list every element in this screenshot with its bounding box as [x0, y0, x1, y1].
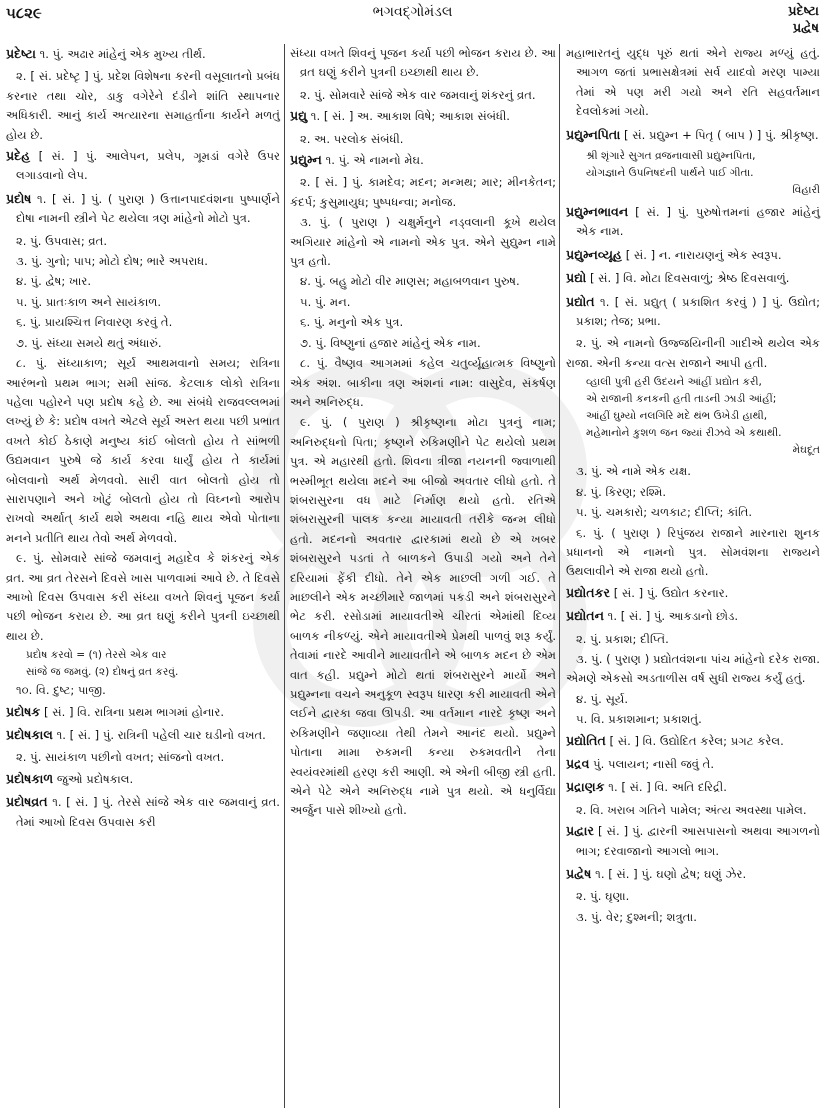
quotation-line: યોગજ્ઞાને ઉપનિષદની પાર્થને પાઈ ગીતા.	[586, 167, 754, 180]
sense-line: ૨. પું. સાયંકાળ પછીનો વખત; સાંજનો વખત.	[16, 750, 225, 765]
sense-line: ૬. પું. પ્રાયશ્ચિત્ત નિવારણ કરવું તે.	[16, 315, 173, 330]
quotation-line: વ્હાલી પુત્રી હરી ઉદયને આંહીં પ્રદ્યોત કરી,	[586, 376, 762, 389]
quotation-line: મહેમાનોને કુશળ જન જ્યાં રીઝવે એ કથાથી.	[586, 427, 782, 440]
sense-line: ૩. પું. ગુનો; પાપ; મોટો દોષ; ભારે અપરાધ.	[16, 254, 208, 269]
sense-line: ૪. પું. દ્વેષ; ખાર.	[16, 274, 92, 289]
sense-line: ૨. પું. ઉપવાસ; વ્રત.	[16, 233, 108, 248]
definition-text: [ સં. ] પું. પુરુષોત્તમનાં હજાર માંહેનું એક નામ.	[576, 205, 821, 239]
dictionary-entry	[6, 725, 280, 745]
headword: પ્રદોષવ્રત	[6, 794, 48, 810]
definition-text: ૧. [ સં. ] પું. ( પુરાણ ) ઉત્તાનપાદવંશના પુષ્પાર્ણને દોષા નામની સ્ત્રીને પેટ થયેલા ત્રણ માંહેનો મોટો પુત્ર.	[16, 191, 281, 226]
definition-text: ૧. [ સં. ] પું. તેરસે સાંજે એક વાર જમવાનું વ્રત. તેમાં આખો દિવસ ઉપવાસ કરી	[16, 795, 280, 829]
definition-text: ૧. પું. એ નામનો મેઘ.	[325, 153, 424, 168]
dictionary-entry	[6, 146, 280, 186]
dictionary-entry	[6, 44, 280, 64]
sense-line: ૮. પું. સંધ્યાકાળ; સૂર્ય આથમવાનો સમય; રાત્રિના આરંભનો પ્રથમ ભાગ; સમી સાંજ. કેટલાક લોકો રાત્રિના પહેલા પહોરને પણ પ્રદોષ કહે છે. આ સંબંધે રાજવલ્લભમાં લખ્યું છે કે: પ્રદોષ વખતે એટલે સૂર્ય અસ્ત થયા પછી પ્રભાત વખતે કોઈ ઠેકાણે મનુષ્ય કાંઈ બોલતો હોય તે સાંભળી ઉદ્યમવાન પુરુષે જે કાર્ય કરવા ધાર્યું હોય તે કાર્યમાં બોલવાનો અર્થ મેળવવો. સારી વાત બોલતો હોય તો સારાપણાને અને ખોટું બોલતો હોય તો વિઘ્નનો આરોપ રાખવો અર્થાત્ કાર્ય થશે અથવા નહિ થાય એવો પોતાના મનને પ્રતીતિ થાય તેવો અર્થ મેળવવો.	[6, 356, 280, 545]
headword: પ્રદ્વેષ	[566, 866, 592, 881]
sense-line: ૨. પું. સોમવારે સાંજે એક વાર જમવાનું શંકરનું વ્રત.	[300, 87, 536, 102]
sense-line: ૫. પું. મન.	[300, 294, 351, 309]
dictionary-entry	[566, 864, 820, 884]
definition-text: [ સં. ] પું. ઉદ્યોત કરનાર.	[613, 585, 729, 600]
definition-text: મહાભારતનું યુદ્ધ પૂરું થતાં એને રાજ્ય મળ્યું હતું. આગળ જતાં પ્રભાસક્ષેત્રમાં સર્વ યાદવો મરણ પામ્યા તેમાં એ પણ મરી ગયો અને રતિ સહવર્તમાન દેવલોકમાં ગયો.	[566, 46, 820, 119]
sense-line: ૨. પું. પ્રકાશ; દીપ્તિ.	[576, 631, 669, 646]
dictionary-entry	[6, 702, 280, 722]
definition-text: ૧. [ સં. ] અ. આકાશ વિષે; આકાશ સંબંધી.	[310, 109, 510, 124]
dictionary-entry	[566, 606, 820, 626]
sense-line: ૬. પું. મનુનો એક પુત્ર.	[300, 315, 404, 330]
headword: પ્રદ્યુમ્નભાવન	[566, 204, 629, 220]
definition-text: [ સં. ] વિ. ઉદ્યોદિત કરેલ; પ્રગટ કરેલ.	[609, 733, 784, 748]
dictionary-entry	[566, 583, 820, 603]
sense-line: ૧૦. વિ. દુષ્ટ; પાજી.	[16, 683, 106, 698]
sense-line: ૯. પું. સોમવારે સાંજે જમવાનું મહાદેવ કે શંકરનું એક વ્રત. આ વ્રત તેરસને દિવસે ખાસ પાળવામાં આવે છે. તે દિવસે આખો દિવસ ઉપવાસ કરી સંધ્યા વખતે શિવનું પૂજન કર્યા પછી ભોજન કરાય છે. આ વ્રત ઘણું કરીને પુત્રની ઇચ્છાથી થાય છે.	[6, 551, 280, 643]
page-number: ૫૮૨૯	[6, 4, 42, 22]
definition-text: [ સં. ] વિ. રાત્રિના પ્રથમ ભાગમાં હોનાર.	[43, 704, 225, 719]
sense-line: ૫. પું. પ્રાતઃકાળ અને સાયંકાળ.	[16, 294, 162, 309]
page-header	[0, 0, 825, 40]
sense-line: ૨. [ સં. પ્રદેષ્ટૃ ] પું. પ્રદેશ વિશેષના કરની વસૂલાતનો પ્રબંધ કરનાર તથા ચોર, ડાકુ વગેરેને દંડીને શાંતિ સ્થાપનાર અધિકારી. આનું કાર્ય અત્યારના સમાહર્તાના કાર્યને મળતું હોય છે.	[6, 69, 280, 142]
headword: પ્રદ્યુમ્ન	[290, 152, 322, 168]
sense-line: ૫. પું. ચમકારો; ચળકાટ; દીપ્તિ; કાંતિ.	[576, 505, 753, 520]
definition-text: ૧. [ સં. ] પું. રાત્રિની પહેલી ચાર ઘડીનો વખત.	[56, 728, 266, 742]
quotation-line: સાંજે જ જમવું. (૨) દોષનું વ્રત કરવું.	[26, 666, 179, 679]
definition-text: [ સં. ] પું. દ્વારની આસપાસનો અથવા આગળનો ભાગ; દરવાજાનો આગલો ભાગ.	[576, 824, 820, 858]
guide-word-last: પ્રદ્વેષ	[792, 21, 819, 36]
headword: પ્રદોષક	[6, 703, 41, 719]
sense-line: ૩. પું. એ નામે એક યક્ષ.	[576, 464, 691, 479]
column-divider	[284, 44, 285, 1108]
headword: પ્રદ્યોતિત	[566, 732, 606, 748]
column-1	[6, 44, 280, 835]
headword: પ્રદ્યોત	[566, 293, 595, 309]
dictionary-entry	[566, 44, 820, 122]
dictionary-entry	[290, 150, 556, 170]
definition-text: [ સં. પ્રદ્યુમ્ન + પિતૃ ( બાપ ) ] પું. શ્રીકૃષ્ણ.	[624, 127, 819, 142]
definition-text: જુઓ પ્રદોષકાલ.	[56, 771, 134, 786]
definition-text: ૧. [ સં. ] પું. ઘણો દ્વેષ; ઘણું ઝેર.	[595, 867, 747, 881]
quotation-line: એ રાજાની કનકની હતી તાડની ઝાડી આંહીં;	[586, 393, 777, 406]
dictionary-entry	[6, 189, 280, 229]
dictionary-entry	[566, 754, 820, 774]
headword: પ્રદ્યુ	[290, 108, 308, 124]
sense-line: ૬. પું. ( પુરાણ ) રિપુંજય રાજાને મારનારા શુનક પ્રધાનનો એ નામનો પુત્ર. સોમવંશના રાજ્યને ઉથલાવીને એ રાજા થયો હતો.	[566, 525, 820, 579]
column-3	[566, 44, 820, 928]
sense-line: ૭. પું. સંધ્યા સમયે થતું અંધારું.	[16, 335, 162, 350]
dictionary-entry	[566, 125, 820, 145]
sense-line: ૮. પું. વૈષ્ણવ આગમમાં કહેલ ચતુર્વ્યૂહાત્મક વિષ્ણુનો એક અંશ. બાકીના ત્રણ અંશનાં નામ: વાસુદેવ, સંકર્ષણ અને અનિરુદ્ધ.	[290, 356, 556, 409]
sense-line: ૯. પું. ( પુરાણ ) શ્રીકૃષ્ણના મોટા પુત્રનું નામ; અનિરુદ્ધનો પિતા; કૃષ્ણને રુકિમણીને પેટ થયેલો પ્રથમ પુત્ર. એ મહારથી હતો. શિવના ત્રીજા નયનની જ્વાળાથી ભસ્મીભૂત થયેલા મદને આ બીજો અવતાર લીધો હતો. તે શંબરાસુરના વધ માટે નિર્માણ થયો હતો. રતિએ શંબરાસુરની પાલક કન્યા માયાવતી તરીકે જન્મ લીધો હતો. મદનનો અવતાર દ્વારકામાં થયો છે એ ખબર શંબરાસુરને પડતાં તે બાળકને ઉપાડી ગયો અને તેને દરિયામાં ફેંકી દીધો. તેને એક માછલી ગળી ગઈ. તે માછલીને એક મચ્છીમારે જાળમાં પકડી અને શંબરાસુરને ભેટ કરી. રસોડામાં માયાવતીએ ચીરતાં એમાંથી દિવ્ય બાળક નીકળ્યું. એને માયાવતીએ પ્રેમથી પાળવું શરૂ કર્યું. તેવામાં નારદે આવીને માયાવતીને એ બાળક મદન છે એમ વાત કહી. પ્રદ્યુમ્ને મોટો થતાં શંબરાસુરને માર્યો અને પ્રદ્યુમ્નના વચને અનુકૂળ સ્વરૂપ ધારણ કરી માયાવતી એને લઈને દ્વારકા જવા ઊપડી. આ વર્તમાન નારદે કૃષ્ણ અને રુકિમણીને જણાવ્યા તેથી તેમને આનંદ થયો. પ્રદ્યુમ્ને પોતાના મામા રુકમની કન્યા રુકમવતીને તેના સ્વયંવરમાંથી હરણ કરી આણી. એ એની બીજી સ્ત્રી હતી. એને પેટે એને અનિરુદ્ધ નામે પુત્ર થયો. એ ધનુર્વિદ્યા અર્જુન પાસે શીખ્યો હતો.	[290, 415, 556, 818]
sense-line: ૪. પું. સૂર્ય.	[576, 691, 629, 706]
sense-line: ૭. પું. વિષ્ણુનાં હજાર માંહેનું એક નામ.	[300, 335, 481, 350]
guide-words	[788, 3, 819, 37]
sense-line: ૨. પું. ઘૃણા.	[576, 889, 630, 904]
sense-line: ૨. અ. પરલોક સંબંધી.	[300, 131, 404, 146]
headword: પ્રદ્વાર	[566, 823, 595, 839]
headword: પ્રદ્યો	[566, 270, 587, 286]
headword: પ્રદ્યુમ્નવ્યૂહ	[566, 246, 623, 262]
dictionary-entry	[566, 777, 820, 797]
column-divider	[559, 44, 560, 1108]
sense-line: ૩. પું. વેર; દુશ્મની; શત્રુતા.	[576, 909, 697, 924]
dictionary-entry	[566, 202, 820, 242]
headword: પ્રદ્યોતકર	[566, 584, 611, 600]
guide-word-first: પ્રદેષ્ટા	[788, 4, 819, 19]
headword: પ્રદોષકાલ	[6, 727, 53, 742]
quotation-line: શ્રી શૃંગારે સુગત વ્રજનાવાસી પ્રદ્યુમ્નપિતા,	[586, 150, 756, 163]
dictionary-entry	[566, 821, 820, 861]
dictionary-entry	[6, 792, 280, 832]
sense-line: ૨. વિ. ખરાબ ગતિને પામેલ; અંત્ય અવસ્થા પામેલ.	[576, 802, 807, 817]
column-2	[290, 44, 556, 822]
headword: પ્રદ્રવ	[566, 755, 590, 771]
dictionary-entry	[566, 731, 820, 751]
dictionary-entry	[566, 245, 820, 265]
sense-line: ૩. પું. ( પુરાણ ) ચક્ષુર્મનુને નડ્વલાની કૂખે થયેલ અગિયાર માંહેનો એ નામનો એક પુત્ર. એને સુદ્યુમ્ન નામે પુત્ર હતો.	[290, 215, 556, 269]
quotation-line: પ્રદોષ કરવો = (૧) તેરસે એક વાર	[26, 649, 167, 662]
sense-line: ૩. પું. ( પુરાણ ) પ્રદ્યોતવંશના પાંચ માંહેનો દરેક રાજા. એમણે એકસો અડતાળીસ વર્ષ સુધી રાજ્ય કર્યું હતું.	[566, 651, 820, 686]
headword: પ્રદોષકાળ	[6, 770, 54, 786]
definition-text: સંધ્યા વખતે શિવનું પૂજન કર્યા પછી ભોજન કરાય છે. આ વ્રત ઘણું કરીને પુત્રની ઇચ્છાથી થાય છે.	[290, 46, 556, 80]
sense-line: ૨. પું. એ નામનો ઉજ્જયિનીની ગાદીએ થયેલ એક રાજા. એની કન્યા વત્સ રાજાને આપી હતી.	[566, 336, 820, 370]
definition-text: [ સં. ] પું. આલેપન, પ્રલેપ, ગૂમડાં વગેરે ઉપર લગાડવાનો લેપ.	[16, 149, 281, 183]
definition-text: ૧. [ સં. ] પું. આકડાનો છોડ.	[607, 609, 739, 624]
definition-text: ૧. [ સં. પ્રદ્યુત્ ( પ્રકાશિત કરવું ) ] પું. ઉદ્યોત; પ્રકાશ; તેજ; પ્રભા.	[576, 294, 820, 329]
headword: પ્રદેહ	[6, 148, 31, 164]
sense-line: ૫. વિ. પ્રકાશમાન; પ્રકાશતું.	[576, 712, 702, 727]
running-title: ભગવદ્ગોમંડલ	[372, 4, 453, 20]
headword: પ્રદોષ	[6, 190, 32, 206]
dictionary-entry	[290, 106, 556, 126]
definition-text: ૧. [ સં. ] વિ. અતિ દરિદ્રી.	[608, 780, 727, 795]
definition-text: [ સં. ] વિ. મોટા દિવસવાળું; શ્રેષ્ઠ દિવસવાળું.	[589, 271, 790, 286]
dictionary-entry	[566, 268, 820, 288]
quotation-source: મેઘદૂત	[792, 444, 820, 457]
sense-line: ૪. પું. કિરણ; રશ્મિ.	[576, 484, 667, 499]
definition-text: ૧. પું. અઢાર માંહેનું એક મુખ્ય તીર્થ.	[39, 47, 206, 61]
quotation-source: વિહારી	[792, 184, 820, 197]
headword: પ્રદેષ્ટા	[6, 46, 36, 61]
dictionary-entry	[6, 769, 280, 789]
definition-text: પું. પલાયન; નાસી જવું તે.	[593, 756, 715, 771]
headword: પ્રદ્યુમ્નપિતા	[566, 126, 621, 142]
dictionary-entry	[566, 292, 820, 332]
sense-line: ૨. [ સં. ] પું. કામદેવ; મદન; મન્મથ; માર; મીનકેતન; કંદર્પ; કુસુમાયુધ; પુષ્પધન્વા; મનોજ.	[290, 175, 556, 209]
quotation-line: આંહીં ઘુમ્યો નલગિરિ મદે થંભ ઉખેડી હાથી,	[586, 410, 768, 423]
headword: પ્રદ્યોતન	[566, 608, 604, 624]
definition-text: [ સં. ] ન. નારાયણનું એક સ્વરૂપ.	[625, 247, 782, 262]
headword: પ્રદ્રાણક	[566, 779, 605, 795]
dictionary-entry	[290, 44, 556, 83]
sense-line: ૪. પું. બહુ મોટો વીર માણસ; મહાબળવાન પુરુષ.	[300, 274, 520, 289]
